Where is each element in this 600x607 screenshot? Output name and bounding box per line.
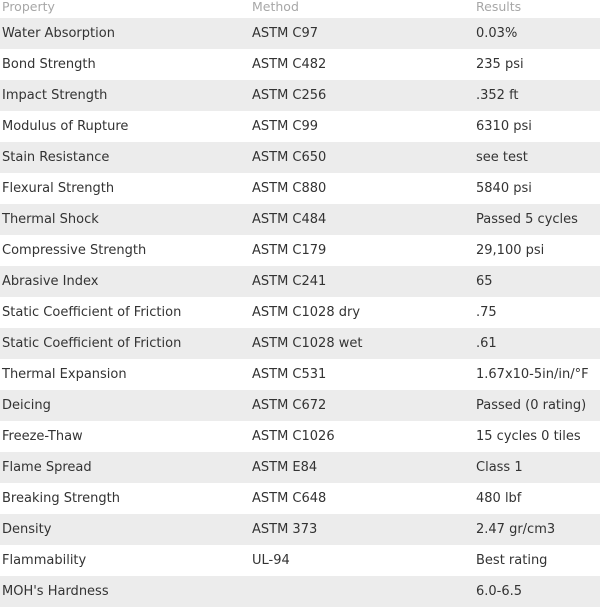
cell-property: Freeze-Thaw <box>2 430 83 443</box>
cell-result: 5840 psi <box>476 182 532 195</box>
cell-method: ASTM C482 <box>252 58 327 71</box>
cell-result: see test <box>476 151 528 164</box>
cell-method: ASTM C484 <box>252 213 327 226</box>
header-property: Property <box>2 1 55 14</box>
cell-property: Water Absorption <box>2 27 115 40</box>
table-row <box>0 545 600 576</box>
cell-result: 2.47 gr/cm3 <box>476 523 556 536</box>
cell-result: 235 psi <box>476 58 524 71</box>
cell-result: 6310 psi <box>476 120 532 133</box>
cell-method: ASTM C880 <box>252 182 327 195</box>
cell-method: ASTM C650 <box>252 151 327 164</box>
cell-property: Stain Resistance <box>2 151 110 164</box>
cell-result: .352 ft <box>476 89 519 102</box>
cell-property: Flexural Strength <box>2 182 115 195</box>
cell-property: Deicing <box>2 399 51 412</box>
table-row <box>0 390 600 421</box>
table-row <box>0 235 600 266</box>
cell-result: 6.0-6.5 <box>476 585 523 598</box>
cell-property: Modulus of Rupture <box>2 120 129 133</box>
cell-property: Density <box>2 523 52 536</box>
cell-result: 0.03% <box>476 27 518 40</box>
header-results: Results <box>476 1 522 14</box>
cell-property: Impact Strength <box>2 89 108 102</box>
cell-method: ASTM C1028 dry <box>252 306 361 319</box>
cell-result: Passed 5 cycles <box>476 213 578 226</box>
cell-method: UL-94 <box>252 554 290 567</box>
cell-method: ASTM C672 <box>252 399 327 412</box>
cell-result: Class 1 <box>476 461 523 474</box>
table-header <box>0 0 600 18</box>
cell-property: MOH's Hardness <box>2 585 109 598</box>
table-row <box>0 80 600 111</box>
table-row <box>0 18 600 49</box>
table-row <box>0 49 600 80</box>
table-row <box>0 359 600 390</box>
cell-method: ASTM C1026 <box>252 430 335 443</box>
cell-result: Passed (0 rating) <box>476 399 587 412</box>
cell-result: 15 cycles 0 tiles <box>476 430 581 443</box>
cell-property: Static Coefficient of Friction <box>2 306 182 319</box>
table-row <box>0 266 600 297</box>
table-row <box>0 452 600 483</box>
table-row <box>0 576 600 607</box>
table-row <box>0 204 600 235</box>
cell-result: 65 <box>476 275 493 288</box>
cell-property: Flammability <box>2 554 87 567</box>
cell-method: ASTM C648 <box>252 492 327 505</box>
cell-property: Thermal Expansion <box>2 368 127 381</box>
cell-result: .75 <box>476 306 497 319</box>
cell-result: 29,100 psi <box>476 244 545 257</box>
cell-property: Thermal Shock <box>2 213 99 226</box>
cell-method: ASTM C531 <box>252 368 327 381</box>
cell-property: Flame Spread <box>2 461 92 474</box>
cell-method: ASTM C256 <box>252 89 327 102</box>
cell-method: ASTM C1028 wet <box>252 337 363 350</box>
table-row <box>0 421 600 452</box>
table-row <box>0 514 600 545</box>
cell-method: ASTM 373 <box>252 523 318 536</box>
cell-property: Abrasive Index <box>2 275 99 288</box>
cell-method: ASTM C241 <box>252 275 327 288</box>
cell-method: ASTM C99 <box>252 120 319 133</box>
cell-property: Bond Strength <box>2 58 96 71</box>
table-row <box>0 173 600 204</box>
cell-method: ASTM C179 <box>252 244 327 257</box>
table-row <box>0 328 600 359</box>
header-method: Method <box>252 1 299 14</box>
cell-property: Breaking Strength <box>2 492 120 505</box>
table-row <box>0 142 600 173</box>
cell-method: ASTM C97 <box>252 27 319 40</box>
table-row <box>0 297 600 328</box>
cell-result: Best rating <box>476 554 548 567</box>
cell-method: ASTM E84 <box>252 461 318 474</box>
table-row <box>0 483 600 514</box>
cell-result: 480 lbf <box>476 492 522 505</box>
cell-result: 1.67x10-5in/in/°F <box>476 368 589 381</box>
cell-property: Compressive Strength <box>2 244 147 257</box>
cell-result: .61 <box>476 337 497 350</box>
table-row <box>0 111 600 142</box>
cell-property: Static Coefficient of Friction <box>2 337 182 350</box>
